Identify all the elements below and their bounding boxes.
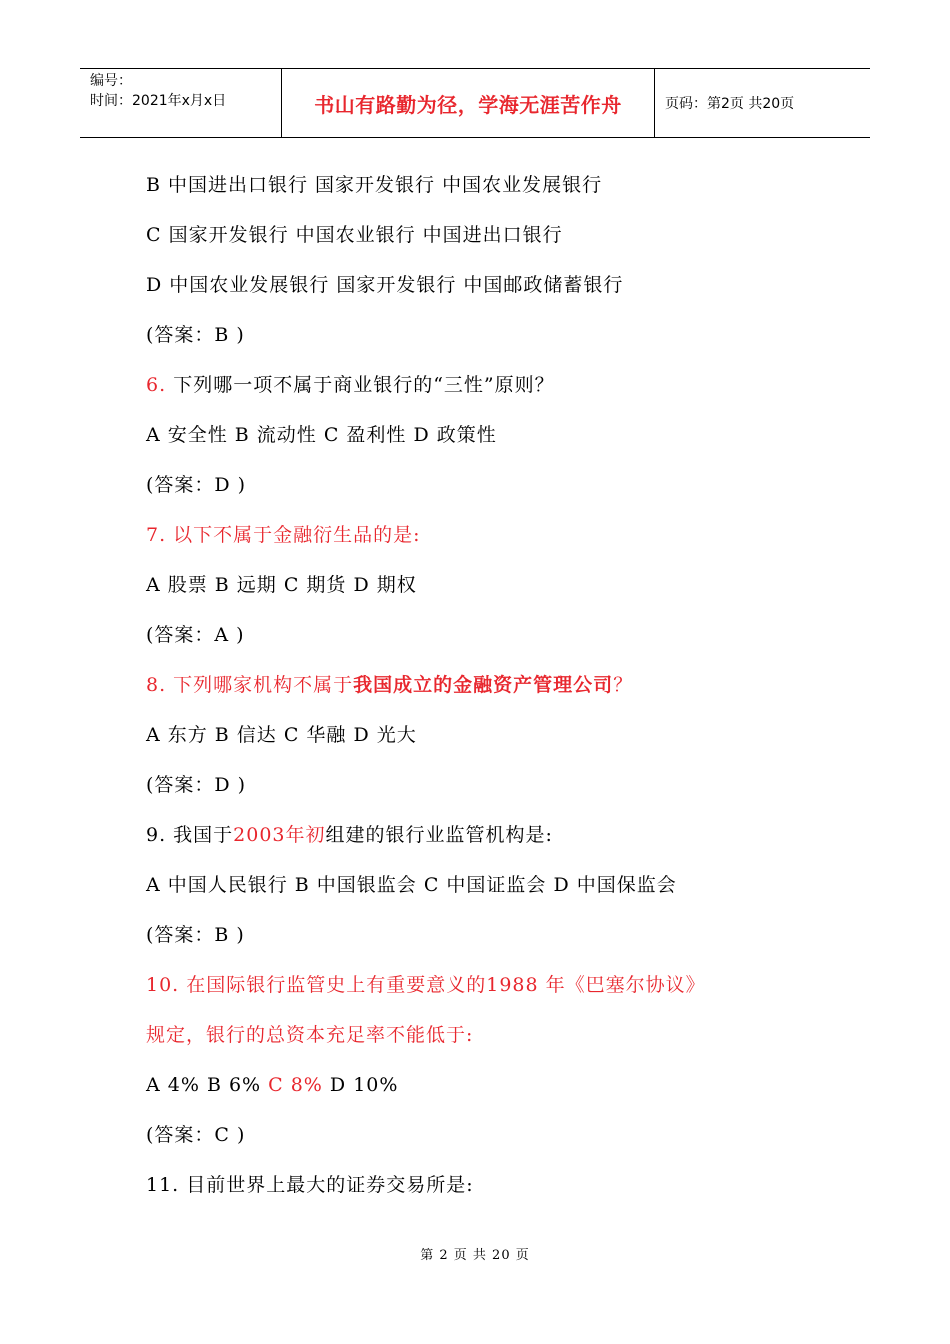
answer-line: (答案：B ) (146, 324, 245, 346)
header-page-info (655, 69, 870, 137)
option-line: A 东方 B 信达 C 华融 D 光大 (146, 724, 417, 746)
page-info-text: 页码：第2页 共20页 (665, 96, 795, 112)
option-text: A 4% B 6% (146, 1074, 269, 1096)
question-11: 11. 目前世界上最大的证券交易所是: (146, 1174, 474, 1196)
question-text: 组建的银行业监管机构是: (325, 824, 553, 846)
document-body (146, 160, 846, 1210)
question-text: 9. 我国于 (146, 824, 234, 846)
option-line: A 中国人民银行 B 中国银监会 C 中国证监会 D 中国保监会 (146, 874, 677, 896)
option-line: D 中国农业发展银行 国家开发银行 中国邮政储蓄银行 (146, 274, 624, 296)
answer-line: (答案：A ) (146, 624, 245, 646)
question-6 (146, 360, 846, 410)
option-line: B 中国进出口银行 国家开发银行 中国农业发展银行 (146, 174, 603, 196)
question-8 (146, 660, 846, 710)
time-label: 时间：2021年x月x日 (90, 93, 227, 109)
question-7: 7. 以下不属于金融衍生品的是: (146, 524, 421, 546)
answer-line: (答案：C ) (146, 1124, 246, 1146)
question-highlight: 2003年初 (233, 824, 326, 846)
header-meta (80, 69, 282, 137)
option-line: A 安全性 B 流动性 C 盈利性 D 政策性 (146, 424, 497, 446)
header-motto (282, 69, 655, 137)
question-9 (146, 810, 846, 860)
question-10: 10. 在国际银行监管史上有重要意义的1988 年《巴塞尔协议》 (146, 974, 706, 996)
option-highlight: C 8% (268, 1074, 323, 1096)
question-text: 8. 下列哪家机构不属于 (146, 674, 354, 696)
answer-line: (答案：B ) (146, 924, 245, 946)
page-footer: 第 2 页 共 20 页 (420, 1248, 530, 1263)
number-label: 编号： (90, 73, 132, 89)
answer-line: (答案：D ) (146, 774, 247, 796)
answer-line: (答案：D ) (146, 474, 247, 496)
option-line (146, 1060, 846, 1110)
question-mark: ？ (613, 674, 634, 696)
option-line: A 股票 B 远期 C 期货 D 期权 (146, 574, 417, 596)
question-number: 6. (146, 374, 167, 396)
question-text: 下列哪一项不属于商业银行的“三性”原则？ (173, 374, 555, 396)
question-10-cont: 规定，银行的总资本充足率不能低于: (146, 1024, 474, 1046)
option-text: D 10% (322, 1074, 399, 1096)
question-emphasis: 我国成立的金融资产管理公司 (353, 674, 614, 696)
option-line: C 国家开发银行 中国农业银行 中国进出口银行 (146, 224, 563, 246)
motto-text: 书山有路勤为径，学海无涯苦作舟 (314, 92, 622, 117)
page-header (80, 68, 870, 138)
